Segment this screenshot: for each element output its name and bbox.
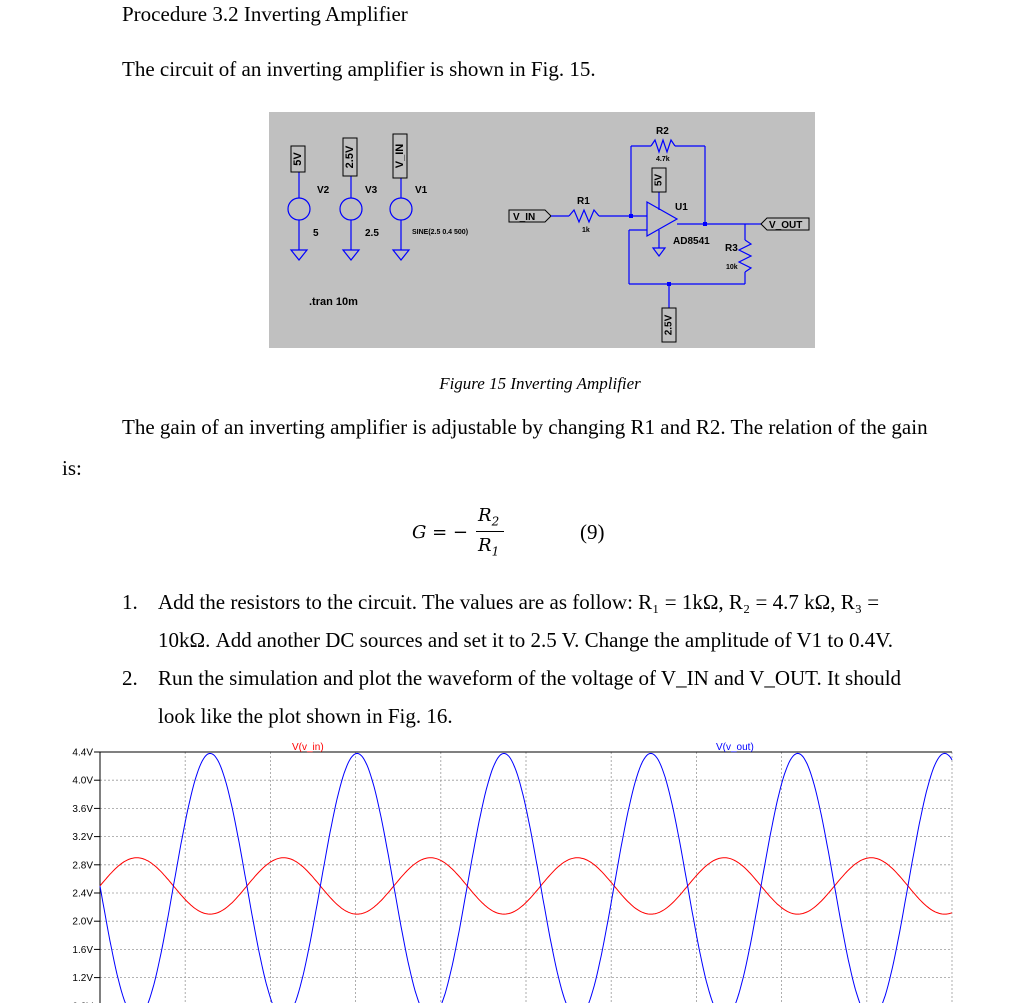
step-text: Run the simulation and plot the waveform of the voltage of V_IN and V_OUT. It should	[158, 666, 902, 690]
gain-paragraph: The gain of an inverting amplifier is adjustable by changing R1 and R2. The relation of the gain	[122, 415, 928, 439]
r3-label: R3	[725, 243, 738, 254]
vout-flag: V_OUT	[769, 220, 803, 231]
supply-net-label: 5V	[653, 173, 665, 187]
equation-numerator: $R_2$	[478, 505, 500, 529]
legend-vout: V(v_out)	[716, 742, 754, 753]
y-tick-label: 2.0V	[72, 916, 93, 928]
step-number: 1.	[122, 590, 138, 614]
source-v1	[390, 178, 412, 260]
y-tick-label: 3.2V	[72, 832, 93, 844]
gain-paragraph-continuation: is:	[62, 456, 82, 480]
r1-value: 1k	[582, 227, 590, 234]
r1-label: R1	[577, 196, 590, 207]
y-tick-label: 4.0V	[72, 775, 93, 787]
v3-value: 2.5	[365, 228, 379, 239]
equation-number: (9)	[580, 520, 605, 544]
v3-net-label: 2.5V	[344, 145, 356, 169]
tran-directive: .tran 10m	[309, 296, 358, 308]
figure-caption: Figure 15 Inverting Amplifier	[439, 374, 641, 393]
vin-flag: V_IN	[513, 212, 536, 223]
v1-label: V1	[415, 185, 428, 196]
r2-label: R2	[656, 126, 669, 137]
y-tick-label: 1.6V	[72, 944, 93, 956]
step-number: 2.	[122, 666, 138, 690]
equation-denominator: $R_1$	[478, 535, 500, 559]
y-tick-label: 2.8V	[72, 860, 93, 872]
v1-net-label: V_IN	[394, 143, 406, 169]
v1-value: SINE(2.5 0.4 500)	[412, 229, 469, 236]
y-tick-label: 4.4V	[72, 747, 93, 759]
reference-net-label: 2.5V	[663, 314, 675, 336]
v2-value: 5	[313, 228, 319, 239]
u1-part: AD8541	[673, 236, 710, 247]
r2-value: 4.7k	[656, 156, 670, 163]
step-text: look like the plot shown in Fig. 16.	[158, 704, 453, 728]
source-v3	[340, 176, 362, 260]
fraction-bar	[476, 531, 504, 532]
waveform-chart	[0, 735, 1024, 1003]
v3-label: V3	[365, 185, 378, 196]
intro-paragraph: The circuit of an inverting amplifier is shown in Fig. 15.	[122, 57, 596, 81]
y-tick-label: 2.4V	[72, 888, 93, 900]
legend-vin: V(v_in)	[292, 742, 324, 753]
page-heading: Procedure 3.2 Inverting Amplifier	[122, 2, 408, 26]
u1-label: U1	[675, 202, 688, 213]
inverting-amplifier-schematic	[269, 112, 815, 348]
y-tick-label: 1.2V	[72, 973, 93, 985]
equation-lhs: G = −	[412, 522, 468, 543]
step-text: Add the resistors to the circuit. The values are as follow: R₁ = 1kΩ, R₂ = 4.7 kΩ, R₃ =	[158, 590, 880, 614]
v2-net-label: 5V	[292, 152, 304, 166]
v2-label: V2	[317, 185, 330, 196]
r3-value: 10k	[726, 264, 738, 271]
source-v2	[288, 172, 310, 260]
step-text: 10kΩ. Add another DC sources and set it to 2.5 V. Change the amplitude of V1 to 0.4V.	[158, 628, 893, 652]
wiring	[551, 140, 751, 308]
y-tick-label: 3.6V	[72, 803, 93, 815]
